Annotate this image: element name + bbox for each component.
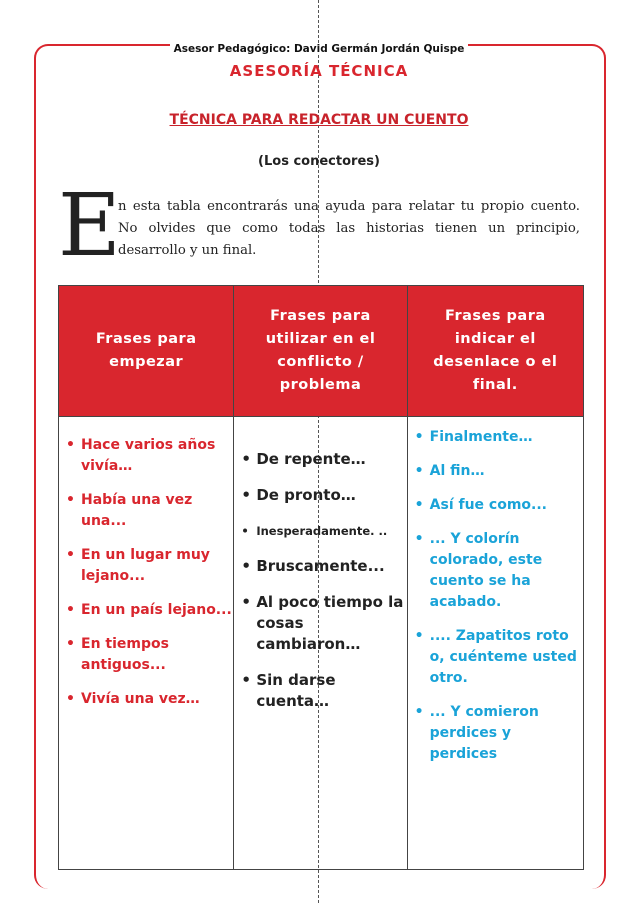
list-item: • .... Zapatitos roto o, cuénteme usted otro. — [408, 626, 583, 689]
ending-phrases-cell — [407, 417, 583, 870]
list-item: • En un lugar muy lejano... — [59, 545, 233, 587]
list-item: • En tiempos antiguos... — [59, 634, 233, 676]
start-phrases-list — [59, 435, 233, 710]
connectors-table — [58, 285, 584, 870]
header-start: Frases para empezar — [59, 286, 234, 417]
list-item: • Vivía una vez… — [59, 689, 233, 710]
list-item: • ... Y colorín colorado, este cuento se ha acabado. — [408, 529, 583, 613]
start-phrases-cell — [59, 417, 234, 870]
conflict-phrases-cell — [234, 417, 407, 870]
list-item: • Había una vez una... — [59, 490, 233, 532]
document-title: TÉCNICA PARA REDACTAR UN CUENTO — [169, 112, 469, 128]
list-item: • Inesperadamente. .. — [234, 521, 406, 541]
drop-cap: E — [58, 176, 121, 276]
conflict-phrases-list — [234, 449, 406, 712]
list-item: • Así fue como... — [408, 495, 583, 516]
header-ending: Frases para indicar el desenlace o el final. — [407, 286, 583, 417]
list-item: • De repente… — [234, 449, 406, 470]
table-header-row — [59, 286, 584, 417]
list-item: • Al fin… — [408, 461, 583, 482]
list-item: • Bruscamente... — [234, 556, 406, 577]
list-item: • Hace varios años vivía… — [59, 435, 233, 477]
list-item: • Sin darse cuenta… — [234, 670, 406, 712]
section-title: ASESORÍA TÉCNICA — [229, 62, 409, 80]
list-item: • En un país lejano... — [59, 600, 233, 621]
author-line: Asesor Pedagógico: David Germán Jordán Quispe — [0, 43, 638, 55]
header-conflict: Frases para utilizar en el conflicto / problema — [234, 286, 407, 417]
list-item: • Finalmente… — [408, 427, 583, 448]
ending-phrases-list — [408, 427, 583, 765]
document-subtitle: (Los conectores) — [258, 154, 380, 169]
table-body-row — [59, 417, 584, 870]
intro-paragraph: n esta tabla encontrarás una ayuda para relatar tu propio cuento. No olvides que como todas las historias tienen un principio, desarrollo y un final. — [118, 199, 580, 258]
list-item: • De pronto… — [234, 485, 406, 506]
list-item: • ... Y comieron perdices y perdices — [408, 702, 583, 765]
list-item: • Al poco tiempo la cosas cambiaron… — [234, 592, 406, 655]
